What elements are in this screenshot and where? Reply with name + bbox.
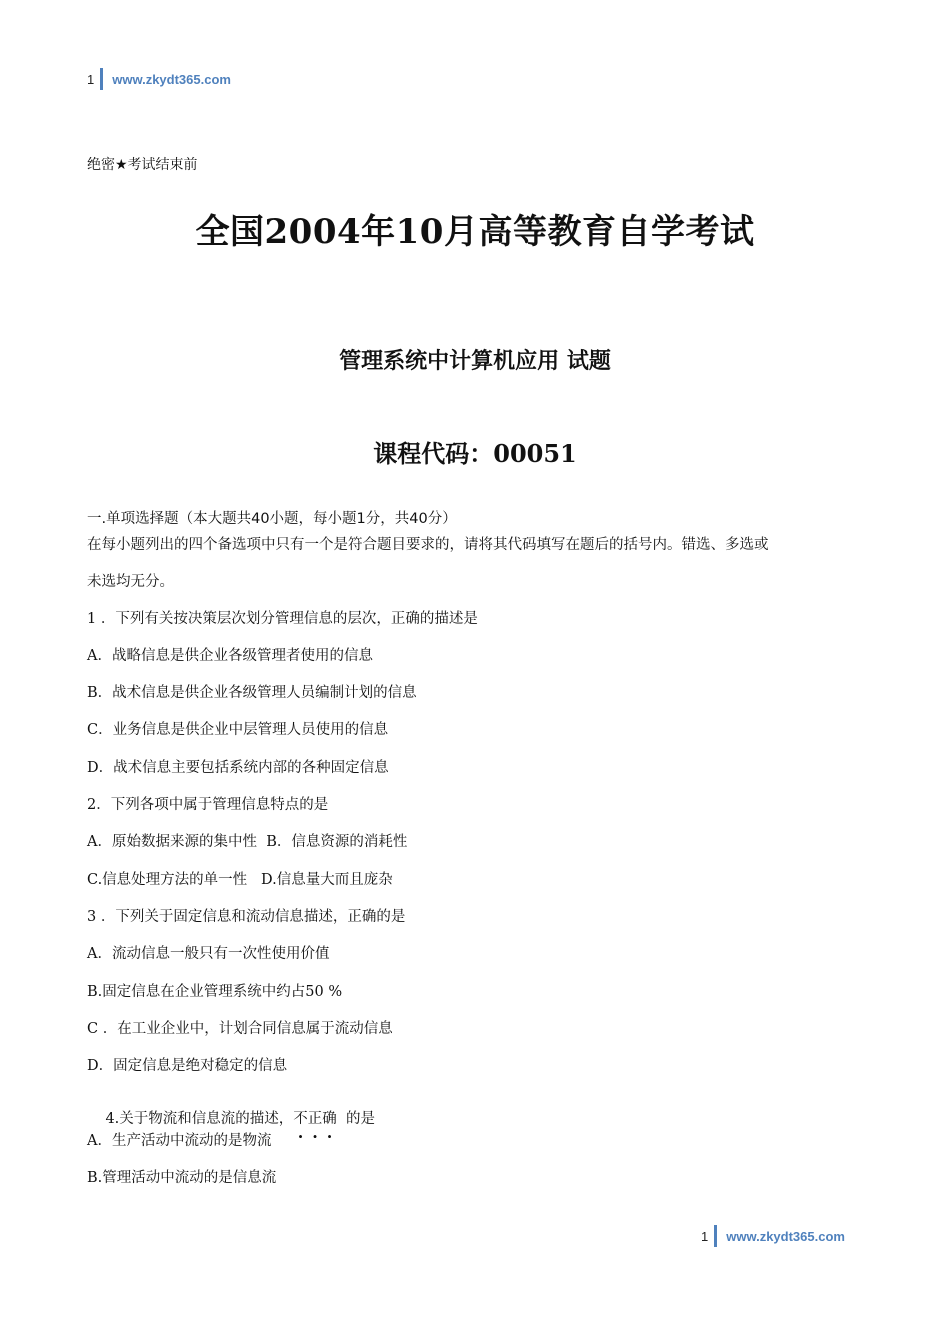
emphasis-char-2: 正 <box>307 1111 323 1127</box>
exam-title: 全国2004年10月高等教育自学考试 <box>195 212 755 252</box>
instruction-line-2: 未选均无分。 <box>87 574 174 590</box>
header-url: www.zkydt365.com <box>112 71 231 87</box>
question-1-option-d: D．战术信息主要包括系统内部的各种固定信息 <box>87 760 389 776</box>
question-1: 1 ．下列有关按决策层次划分管理信息的层次，正确的描述是 <box>87 611 478 627</box>
instruction-line-1: 在每小题列出的四个备选项中只有一个是符合题目要求的，请将其代码填写在题后的括号内。错选、多选或 <box>87 537 769 553</box>
question-2: 2．下列各项中属于管理信息特点的是 <box>87 797 329 813</box>
header-divider <box>100 68 103 90</box>
question-4-suffix: 的是 <box>336 1111 375 1127</box>
question-2-options-cd: C.信息处理方法的单一性 D.信息量大而且庞杂 <box>87 872 393 888</box>
footer-divider <box>714 1225 717 1247</box>
page-footer <box>701 1225 845 1247</box>
question-1-option-a: A．战略信息是供企业各级管理者使用的信息 <box>87 648 373 664</box>
course-code-value: 00051 <box>493 439 577 468</box>
emphasis-char-1: 不 <box>293 1111 308 1127</box>
question-3-option-d: D．固定信息是绝对稳定的信息 <box>87 1058 288 1074</box>
question-3-option-c: C ．在工业企业中，计划合同信息属于流动信息 <box>87 1021 393 1037</box>
question-4-option-b: B.管理活动中流动的是信息流 <box>87 1170 277 1186</box>
course-code <box>0 434 950 469</box>
confidential-label: 绝密★考试结束前 <box>87 157 198 173</box>
question-3-option-a: A．流动信息一般只有一次性使用价值 <box>87 946 330 962</box>
question-4-prefix: 4.关于物流和信息流的描述， <box>105 1111 294 1127</box>
page-header <box>87 68 231 90</box>
emphasis-char-3: 确 <box>322 1111 337 1127</box>
footer-url: www.zkydt365.com <box>726 1228 845 1244</box>
footer-page-number: 1 <box>701 1228 709 1244</box>
exam-subtitle: 管理系统中计算机应用 试题 <box>339 349 611 374</box>
question-4-option-a: A．生产活动中流动的是物流 <box>87 1133 272 1149</box>
question-1-option-b: B．战术信息是供企业各级管理人员编制计划的信息 <box>87 685 417 701</box>
header-page-number: 1 <box>87 71 95 87</box>
question-3-option-b: B.固定信息在企业管理系统中约占50 % <box>87 984 343 1000</box>
question-2-options-ab: A．原始数据来源的集中性 B．信息资源的消耗性 <box>87 834 408 850</box>
question-1-option-c: C．业务信息是供企业中层管理人员使用的信息 <box>87 722 389 738</box>
course-code-label: 课程代码： <box>373 440 494 468</box>
question-3: 3 ．下列关于固定信息和流动信息描述，正确的是 <box>87 909 406 925</box>
section-title: 一.单项选择题（本大题共40小题，每小题1分，共40分） <box>87 511 457 527</box>
